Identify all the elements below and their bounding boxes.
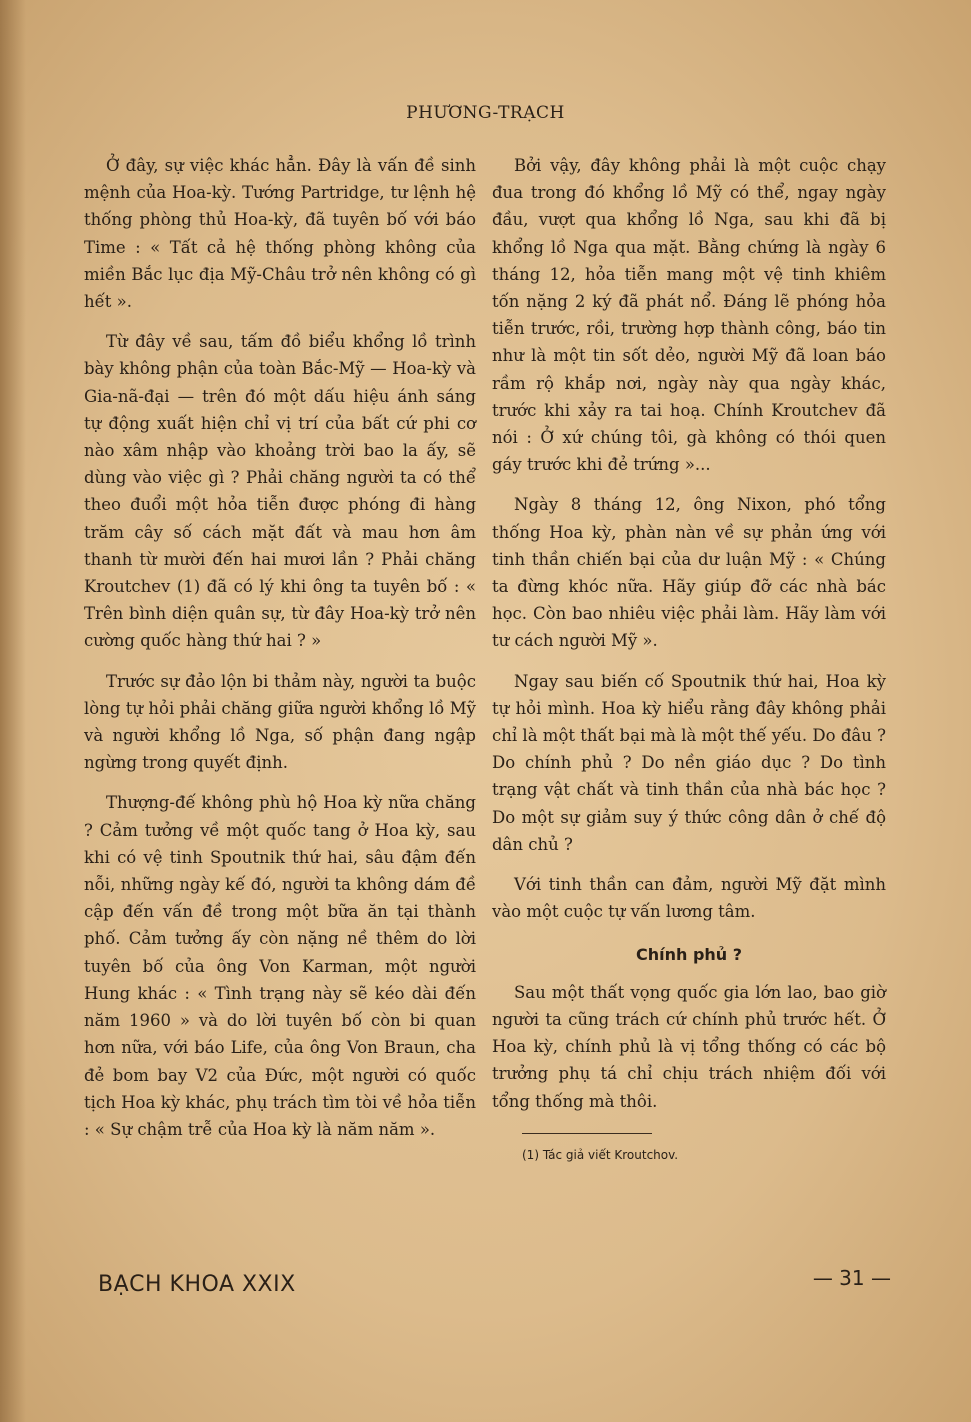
running-head: PHƯƠNG-TRẠCH — [406, 103, 565, 123]
paragraph: Sau một thất vọng quốc gia lớn lao, bao giờ người ta cũng trách cứ chính phủ trước hết. Ở Hoa kỳ, chính phủ là vị tổng thống có các bộ trưởng phụ tá chỉ chịu trách nhiệm đối với tổng thống mà thôi. — [492, 982, 886, 1111]
paragraph: Trước sự đảo lộn bi thảm này, người ta buộc lòng tự hỏi phải chăng giữa người khổng lồ Mỹ và người khổng lồ Nga, số phận đang ngập ngừng trong quyết định. — [84, 671, 476, 773]
page-edge-shadow — [0, 0, 26, 1422]
page-number: — 31 — — [812, 1266, 891, 1290]
section-subheading: Chính phủ ? — [635, 945, 743, 965]
paragraph: Ngày 8 tháng 12, ông Nixon, phó tổng thống Hoa kỳ, phàn nàn về sự phản ứng với tinh thần chiến bại của dư luận Mỹ : « Chúng ta đừng khóc nữa. Hãy giúp đỡ các nhà bác học. Còn bao nhiêu việc phải làm. Hãy làm với tư cách người Mỹ ». — [492, 495, 886, 651]
magazine-footer-title: BẠCH KHOA XXIX — [98, 1272, 296, 1297]
paragraph: Ở đây, sự việc khác hẳn. Đây là vấn đề sinh mệnh của Hoa-kỳ. Tướng Partridge, tư lệnh hệ thống phòng thủ Hoa-kỳ, đã tuyên bố với báo Time : « Tất cả hệ thống phòng không của miền Bắc lục địa Mỹ-Châu trở nên không có gì hết ». — [84, 156, 476, 312]
paragraph: Từ đây về sau, tấm đồ biểu khổng lồ trình bày không phận của toàn Bắc-Mỹ — Hoa-kỳ và Gia-nã-đại — trên đó một dấu hiệu ánh sáng tự động xuất hiện chỉ vị trí của bất cứ phi cơ nào xâm nhập vào khoảng trời bao la ấy, sẽ dùng vào việc gì ? Phải chăng người ta có thể theo đuổi một hỏa tiễn được phóng đi hàng trăm cây số cách mặt đất và mau hơn âm thanh từ mười đến hai mươi lần ? Phải chăng Kroutchev (1) đã có lý khi ông ta tuyên bố : « Trên bình diện quân sự, từ đây Hoa-kỳ trở nên cường quốc hàng thứ hai ? » — [84, 332, 476, 651]
footnote-divider — [522, 1133, 652, 1134]
footnote: (1) Tác giả viết Kroutchov. — [522, 1147, 679, 1162]
left-column — [84, 152, 476, 1156]
paragraph: Ngay sau biến cố Spoutnik thứ hai, Hoa kỳ tự hỏi mình. Hoa kỳ hiểu rằng đây không phải chỉ là một thất bại mà là một thế yếu. Do đâu ? Do chính phủ ? Do nền giáo dục ? Do tình trạng vật chất và tinh thần của nhà bác học ? Do một sự giảm suy ý thức công dân ở chế độ dân chủ ? — [492, 671, 886, 854]
paragraph: Với tinh thần can đảm, người Mỹ đặt mình vào một cuộc tự vấn lương tâm. — [492, 875, 886, 922]
right-column — [492, 152, 886, 1169]
paragraph: Bởi vậy, đây không phải là một cuộc chạy đua trong đó khổng lồ Mỹ có thể, ngay ngày đầu, vượt qua khổng lồ Nga, sau khi đã bị khổng lồ Nga qua mặt. Bằng chứng là ngày 6 tháng 12, hỏa tiễn mang một vệ tinh khiêm tốn nặng 2 ký đã phát nổ. Đáng lẽ phóng hỏa tiễn trước, rồi, trường hợp thành công, báo tin như là một tin sốt dẻo, người Mỹ đã loan báo rầm rộ khắp nơi, ngày này qua ngày khác, trước khi xảy ra tai hoạ. Chính Kroutchev đã nói : Ở xứ chúng tôi, gà không có thói quen gáy trước khi đẻ trứng »... — [492, 156, 886, 475]
paragraph: Thượng-đế không phù hộ Hoa kỳ nữa chăng ? Cảm tưởng về một quốc tang ở Hoa kỳ, sau khi có vệ tinh Spoutnik thứ hai, sâu đậm đến nỗi, những ngày kế đó, người ta không dám đề cập đến vấn đề trong một bữa ăn tại thành phố. Cảm tưởng ấy còn nặng nề thêm do lời tuyên bố của ông Von Karman, một người Hung khác : « Tình trạng này sẽ kéo dài đến năm 1960 » và do lời tuyên bố còn bi quan hơn nữa, với báo Life, của ông Von Braun, cha đẻ bom bay V2 của Đức, một người có quốc tịch Hoa kỳ khác, phụ trách tìm tòi về hỏa tiễn : « Sự chậm trễ của Hoa kỳ là năm năm ». — [84, 793, 476, 1139]
